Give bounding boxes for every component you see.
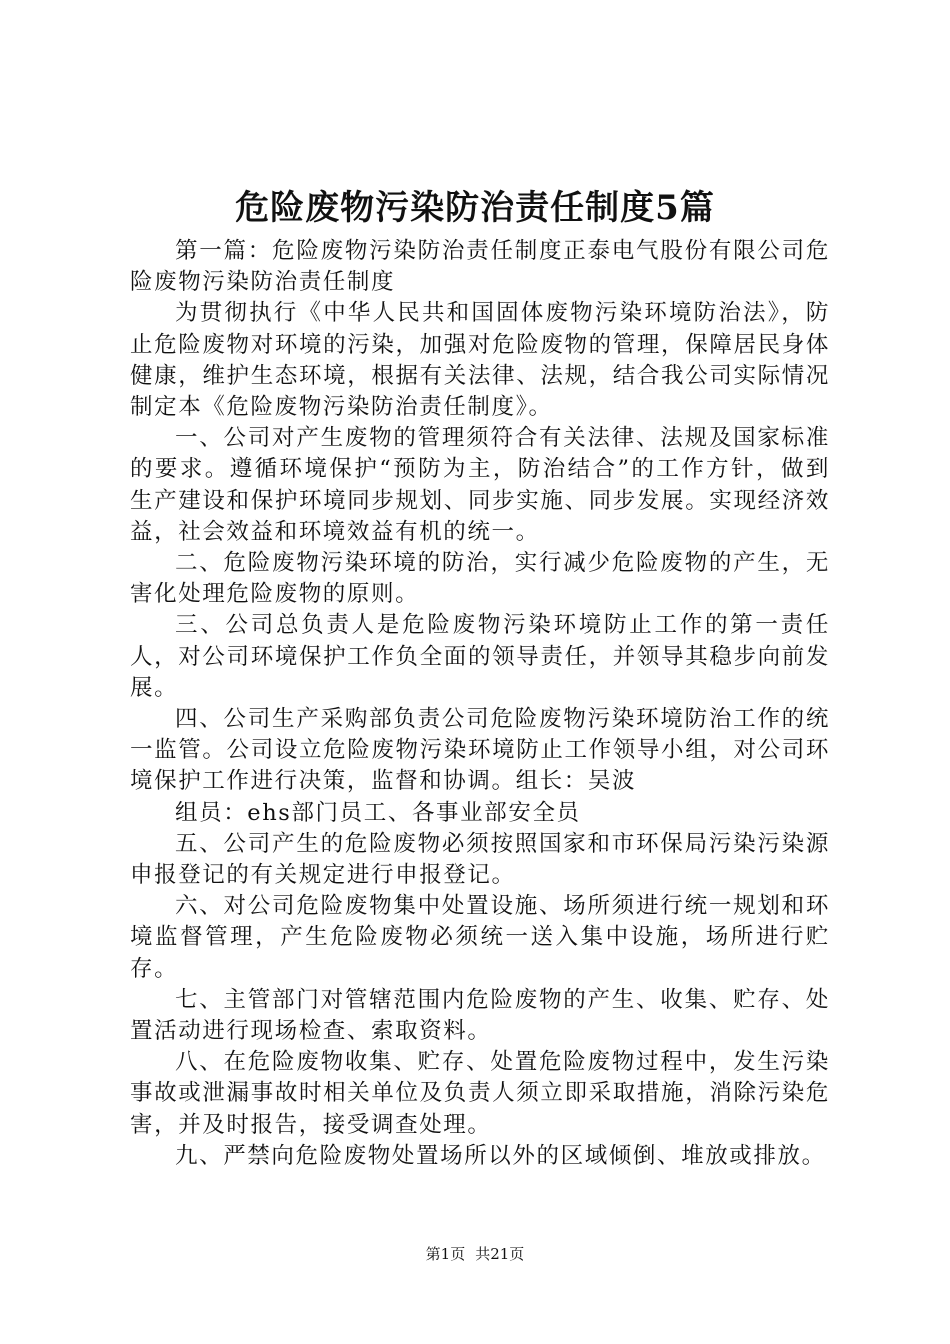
document-body — [130, 236, 830, 1172]
page-total: 共21页 — [475, 1245, 525, 1263]
page-footer — [0, 1244, 950, 1264]
paragraph-article-4: 四、公司生产采购部负责公司危险废物污染环境防治工作的统一监管。公司设立危险废物污染环境防止工作领导小组，对公司环境保护工作进行决策，监督和协调。组长：吴波 — [130, 706, 830, 795]
paragraph-preamble: 为贯彻执行《中华人民共和国固体废物污染环境防治法》，防止危险废物对环境的污染，加强对危险废物的管理，保障居民身体健康，维护生态环境，根据有关法律、法规，结合我公司实际情况制定本《危险废物污染防治责任制度》。 — [130, 300, 830, 421]
document-title: 危险废物污染防治责任制度5篇 — [235, 188, 715, 228]
paragraph-members: 组员：ehs部门员工、各事业部安全员 — [175, 799, 581, 826]
paragraph-article-7: 七、主管部门对管辖范围内危险废物的产生、收集、贮存、处置活动进行现场检查、索取资料。 — [130, 986, 830, 1045]
paragraph-article-5: 五、公司产生的危险废物必须按照国家和市环保局污染污染源申报登记的有关规定进行申报登记。 — [130, 830, 830, 889]
paragraph-article-1: 一、公司对产生废物的管理须符合有关法律、法规及国家标准的要求。遵循环境保护“预防为主，防治结合”的工作方针，做到生产建设和保护环境同步规划、同步实施、同步发展。实现经济效益，社会效益和环境效益有机的统一。 — [130, 425, 830, 545]
paragraph-article-3: 三、公司总负责人是危险废物污染环境防止工作的第一责任人，对公司环境保护工作负全面的领导责任，并领导其稳步向前发展。 — [130, 612, 830, 701]
paragraph-article-6: 六、对公司危险废物集中处置设施、场所须进行统一规划和环境监督管理，产生危险废物必须统一送入集中设施，场所进行贮存。 — [130, 893, 830, 982]
paragraph-article-2: 二、危险废物污染环境的防治，实行减少危险废物的产生，无害化处理危险废物的原则。 — [130, 550, 830, 608]
paragraph-heading: 第一篇：危险废物污染防治责任制度正泰电气股份有限公司危险废物污染防治责任制度 — [130, 238, 830, 296]
paragraph-article-8: 八、在危险废物收集、贮存、处置危险废物过程中，发生污染事故或泄漏事故时相关单位及负责人须立即采取措施，消除污染危害，并及时报告，接受调查处理。 — [130, 1049, 830, 1138]
page-number: 第1页 — [425, 1245, 466, 1263]
paragraph-article-9: 九、严禁向危险废物处置场所以外的区域倾倒、堆放或排放。 — [175, 1142, 826, 1169]
